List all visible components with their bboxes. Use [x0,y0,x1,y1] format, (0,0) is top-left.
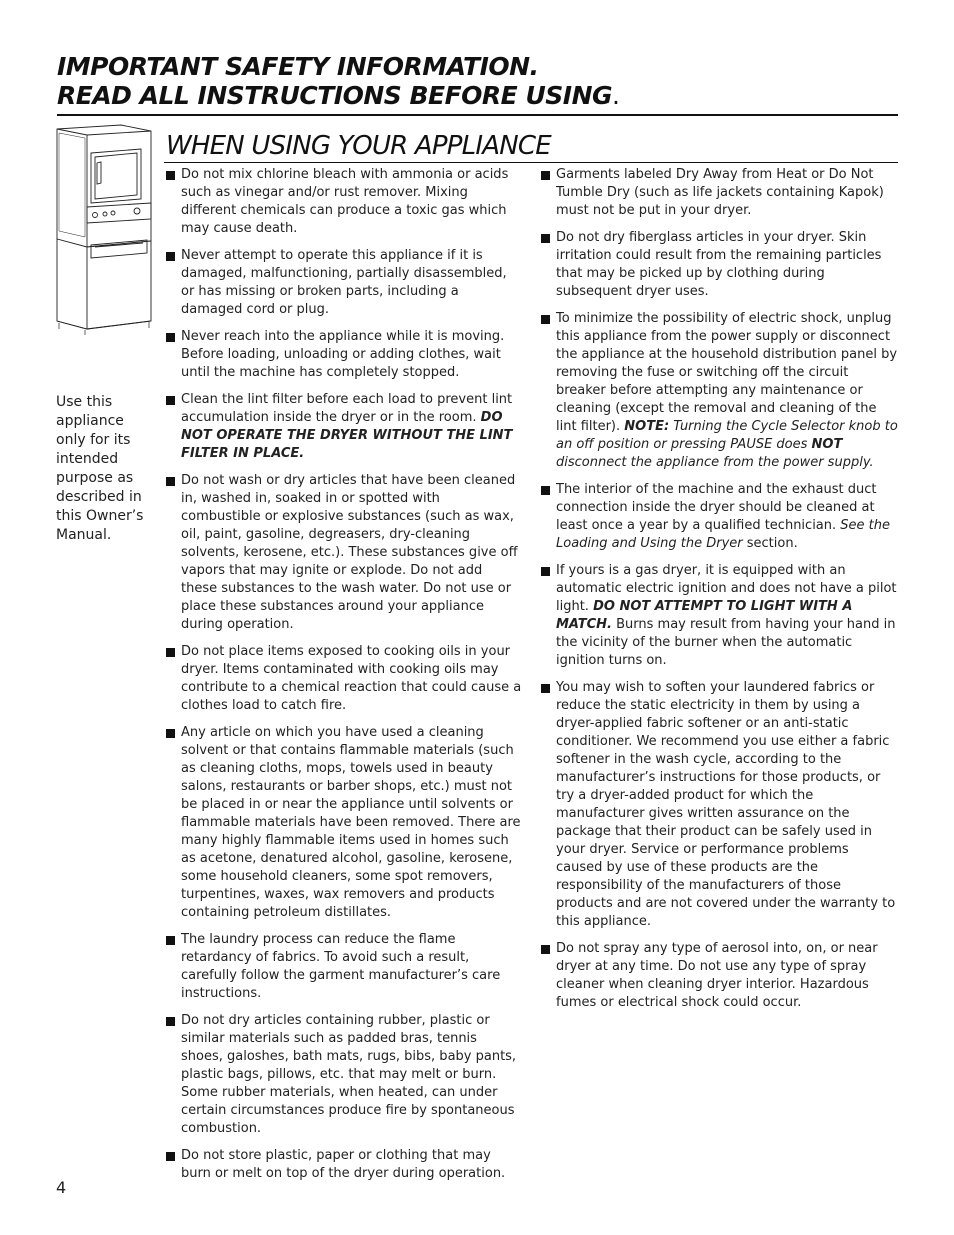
bullet-square-icon [541,567,550,576]
list-item [541,940,899,1012]
list-item-text: The interior of the machine and the exhaust duct connection inside the dryer should be cleaned at least once a year by a qualified technician. [556,482,877,533]
bullet-square-icon [541,945,550,954]
list-item-text: If yours is a gas dryer, it is equipped with an automatic electric ignition and does not have a pilot light. [556,563,897,614]
bullet-square-icon [166,1152,175,1161]
list-item-text: Garments labeled Dry Away from Heat or Do Not Tumble Dry (such as life jackets containing Kapok) must not be put in your dryer. [556,167,884,218]
list-item-text: Clean the lint filter before each load to prevent lint accumulation inside the dryer or in the room. [181,392,513,425]
bullet-square-icon [541,234,550,243]
list-item [541,679,899,931]
page-title-period: . [612,81,620,110]
list-item [541,166,899,220]
bullet-square-icon [166,648,175,657]
note-text-end: disconnect the appliance from the power supply. [556,455,874,470]
page-number: 4 [56,1178,67,1197]
list-item [166,931,522,1003]
page-title [57,52,897,110]
list-item [166,724,522,922]
page-title-line2 [57,81,897,110]
list-item-text-end: section. [742,536,798,551]
bullet-square-icon [541,684,550,693]
left-column [166,166,522,1192]
list-item [541,229,899,301]
list-item-text: Do not dry fiberglass articles in your dryer. Skin irritation could result from the remaining particles that may be picked up by clothing during subsequent dryer uses. [556,230,882,299]
list-item [166,166,522,238]
list-item-text: The laundry process can reduce the flame retardancy of fabrics. To avoid such a result, carefully follow the garment manufacturer’s care instructions. [181,932,501,1001]
list-item-text: Do not wash or dry articles that have been cleaned in, washed in, soaked in or spotted with combustible or explosive substances (such as wax, oil, paint, gasoline, degreasers, dry-cleaning solvents, kerosene, etc.). These substances give off vapors that may ignite or explode. Do not add these substances to the wash water. Do not use or place these substances around your appliance during operation. [181,473,518,632]
list-item-text: Do not dry articles containing rubber, plastic or similar materials such as padded bras, tennis shoes, galoshes, bath mats, rugs, bibs, baby pants, plastic bags, pillows, etc. that may melt or burn. Some rubber materials, when heated, can under certain circumstances produce fire by spontaneous combustion. [181,1013,517,1136]
list-item [541,562,899,670]
list-item-text: Do not mix chlorine bleach with ammonia or acids such as vinegar and/or rust remover. Mixing different chemicals can produce a toxic gas which may cause death. [181,167,509,236]
list-item-warning: DO NOT OPERATE THE DRYER WITHOUT THE LINT FILTER IN PLACE. [181,410,513,461]
bullet-square-icon [541,171,550,180]
list-item-text: Do not spray any type of aerosol into, on, or near dryer at any time. Do not use any type of spray cleaner when cleaning dryer interior. Hazardous fumes or electrical shock could occur. [556,941,878,1010]
side-note: Use this appliance only for its intended purpose as described in this Owner’s Manual. [56,394,144,543]
list-item-text: Never reach into the appliance while it is moving. Before loading, unloading or adding clothes, wait until the machine has completely stopped. [181,329,505,380]
list-item [166,1147,522,1183]
right-column [541,166,899,1021]
bullet-square-icon [166,171,175,180]
list-item-text: Any article on which you have used a cleaning solvent or that contains flammable materials (such as cleaning cloths, mops, towels used in beauty salons, restaurants or barber shops, etc.) must not be placed in or near the appliance until solvents or flammable materials have been removed. There are many highly flammable items used in homes such as acetone, denatured alcohol, gasoline, kerosene, some household cleaners, some spot removers, turpentines, waxes, wax removers and products containing petroleum distillates. [181,725,521,920]
bullet-square-icon [166,477,175,486]
list-item [541,481,899,553]
bullet-square-icon [166,396,175,405]
page-title-line2-text: READ ALL INSTRUCTIONS BEFORE USING [57,81,613,110]
list-item [166,391,522,463]
list-item [166,328,522,382]
list-item-text: Never attempt to operate this appliance if it is damaged, malfunctioning, partially disassembled, or has missing or broken parts, including a damaged cord or plug. [181,248,507,317]
note-emphasis: NOT [811,437,843,452]
bullet-square-icon [166,1017,175,1026]
list-item-text: Do not place items exposed to cooking oils in your dryer. Items contaminated with cooking oils may contribute to a chemical reaction that could cause a clothes load to catch fire. [181,644,522,713]
note-text: Turning the Cycle Selector knob to an off position or pressing PAUSE does [556,419,898,452]
list-item-text-end: Burns may result from having your hand in the vicinity of the burner when the automatic ignition turns on. [556,617,896,668]
bullet-square-icon [166,936,175,945]
bullet-square-icon [166,333,175,342]
list-item-text: Do not store plastic, paper or clothing that may burn or melt on top of the dryer during operation. [181,1148,506,1181]
section-title: WHEN USING YOUR APPLIANCE [166,131,551,161]
stacked-washer-dryer-illustration [55,123,153,335]
list-item-warning: DO NOT ATTEMPT TO LIGHT WITH A MATCH. [556,599,853,632]
note-label: NOTE: [624,419,670,434]
bullet-square-icon [166,729,175,738]
title-divider [57,114,898,116]
list-item [166,472,522,634]
list-item [541,310,899,472]
section-divider [164,162,898,163]
list-item-text: You may wish to soften your laundered fabrics or reduce the static electricity in them by using a dryer-applied fabric softener or an anti-static conditioner. We recommend you use either a fabric softener in the wash cycle, according to the manufacturer’s instructions for those products, or try a dryer-added product for which the manufacturer gives written assurance on the package that their product can be safely used in your dryer. Service or performance problems caused by use of these products are the responsibility of the manufacturers of those products and are not covered under the warranty to this appliance. [556,680,896,929]
list-item [166,643,522,715]
page-title-line1: IMPORTANT SAFETY INFORMATION. [57,52,539,81]
list-item-text: To minimize the possibility of electric shock, unplug this appliance from the power supply or disconnect the appliance at the household distribution panel by removing the fuse or switching off the circuit breaker before attempting any maintenance or cleaning (except the removal and cleaning of the lint filter). [556,311,898,434]
bullet-square-icon [541,486,550,495]
bullet-square-icon [541,315,550,324]
list-item [166,247,522,319]
section-reference: See the Loading and Using the Dryer [556,518,890,551]
list-item [166,1012,522,1138]
bullet-square-icon [166,252,175,261]
